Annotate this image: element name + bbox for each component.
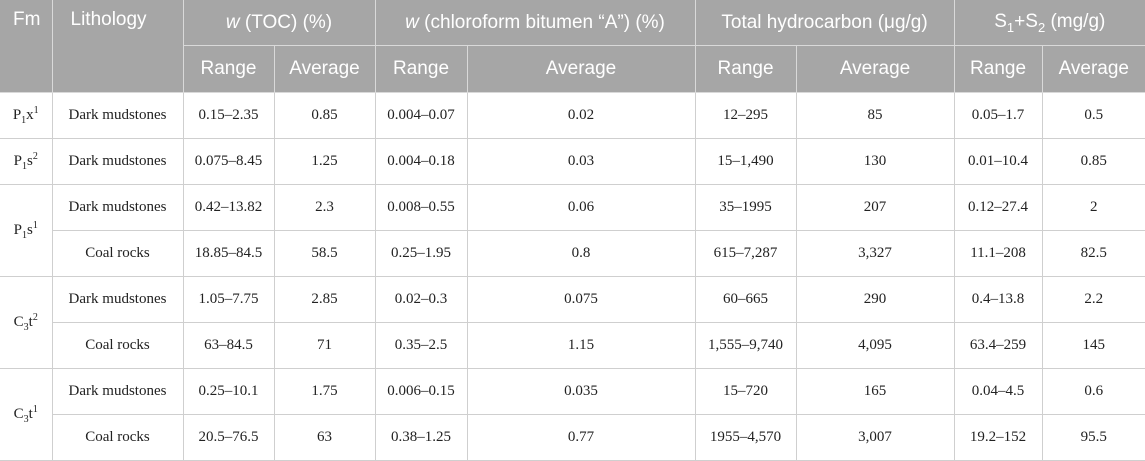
header-lithology: Lithology <box>52 0 183 93</box>
header-fm: Fm <box>0 0 52 93</box>
header-row-top <box>0 0 1145 46</box>
bitumen-average-cell: 0.075 <box>467 277 695 323</box>
header-s-unit: (mg/g) <box>1045 10 1106 32</box>
header-toc-label: (TOC) (%) <box>239 11 333 33</box>
toc-range-cell: 63–84.5 <box>183 323 274 369</box>
bitumen-range-cell: 0.004–0.18 <box>375 139 467 185</box>
bitumen-average-cell: 0.77 <box>467 415 695 461</box>
header-hydrocarbon: Total hydrocarbon (μg/g) <box>695 0 954 46</box>
formation-cell: $P_1s^2$ <box>0 139 52 185</box>
bitumen-range-cell: 0.25–1.95 <box>375 231 467 277</box>
header-bitumen-range: Range <box>375 46 467 93</box>
bitumen-average-cell: 1.15 <box>467 323 695 369</box>
hydrocarbon-average-cell: 165 <box>796 369 954 415</box>
hydrocarbon-range-cell: 12–295 <box>695 93 796 139</box>
table-row <box>0 323 1145 369</box>
table-body <box>0 93 1145 461</box>
header-toc-average: Average <box>274 46 375 93</box>
table-row <box>0 93 1145 139</box>
s-average-cell: 82.5 <box>1042 231 1145 277</box>
toc-average-cell: 63 <box>274 415 375 461</box>
hydrocarbon-range-cell: 60–665 <box>695 277 796 323</box>
s-average-cell: 0.5 <box>1042 93 1145 139</box>
hydrocarbon-average-cell: 3,327 <box>796 231 954 277</box>
bitumen-range-cell: 0.006–0.15 <box>375 369 467 415</box>
table-row <box>0 415 1145 461</box>
hydrocarbon-range-cell: 1,555–9,740 <box>695 323 796 369</box>
bitumen-average-cell: 0.8 <box>467 231 695 277</box>
toc-average-cell: 0.85 <box>274 93 375 139</box>
toc-average-cell: 58.5 <box>274 231 375 277</box>
header-s1-base: S <box>994 10 1007 32</box>
lithology-cell: Dark mudstones <box>52 93 183 139</box>
formation-cell: $C_3t^2$ <box>0 277 52 369</box>
s-range-cell: 0.12–27.4 <box>954 185 1042 231</box>
header-s2-base: +S <box>1014 10 1038 32</box>
hydrocarbon-average-cell: 85 <box>796 93 954 139</box>
header-hydrocarbon-range: Range <box>695 46 796 93</box>
s-range-cell: 0.05–1.7 <box>954 93 1042 139</box>
header-bitumen <box>375 0 695 46</box>
s-range-cell: 11.1–208 <box>954 231 1042 277</box>
hydrocarbon-average-cell: 4,095 <box>796 323 954 369</box>
hydrocarbon-average-cell: 130 <box>796 139 954 185</box>
s-range-cell: 19.2–152 <box>954 415 1042 461</box>
s-range-cell: 0.4–13.8 <box>954 277 1042 323</box>
formation-cell: $P_1s^1$ <box>0 185 52 277</box>
toc-range-cell: 1.05–7.75 <box>183 277 274 323</box>
bitumen-range-cell: 0.008–0.55 <box>375 185 467 231</box>
hydrocarbon-average-cell: 3,007 <box>796 415 954 461</box>
bitumen-range-cell: 0.004–0.07 <box>375 93 467 139</box>
lithology-cell: Dark mudstones <box>52 369 183 415</box>
header-s1-sub: 1 <box>1006 19 1015 35</box>
header-toc <box>183 0 375 46</box>
header-toc-range: Range <box>183 46 274 93</box>
hydrocarbon-average-cell: 290 <box>796 277 954 323</box>
lithology-cell: Coal rocks <box>52 323 183 369</box>
header-s-average: Average <box>1042 46 1145 93</box>
toc-average-cell: 1.25 <box>274 139 375 185</box>
formation-cell: $C_3t^1$ <box>0 369 52 461</box>
s-range-cell: 0.04–4.5 <box>954 369 1042 415</box>
table-row <box>0 139 1145 185</box>
lithology-cell: Coal rocks <box>52 415 183 461</box>
toc-range-cell: 18.85–84.5 <box>183 231 274 277</box>
formation-cell: $P_1x^1$ <box>0 93 52 139</box>
toc-range-cell: 0.25–10.1 <box>183 369 274 415</box>
hydrocarbon-range-cell: 15–1,490 <box>695 139 796 185</box>
table-row <box>0 231 1145 277</box>
header-bitumen-average: Average <box>467 46 695 93</box>
toc-range-cell: 0.42–13.82 <box>183 185 274 231</box>
bitumen-average-cell: 0.02 <box>467 93 695 139</box>
bitumen-range-cell: 0.35–2.5 <box>375 323 467 369</box>
toc-average-cell: 1.75 <box>274 369 375 415</box>
s-average-cell: 95.5 <box>1042 415 1145 461</box>
lithology-cell: Dark mudstones <box>52 185 183 231</box>
header-bitumen-w: w <box>405 11 419 33</box>
lithology-cell: Dark mudstones <box>52 277 183 323</box>
bitumen-range-cell: 0.38–1.25 <box>375 415 467 461</box>
hydrocarbon-range-cell: 615–7,287 <box>695 231 796 277</box>
toc-range-cell: 0.075–8.45 <box>183 139 274 185</box>
toc-range-cell: 0.15–2.35 <box>183 93 274 139</box>
toc-average-cell: 71 <box>274 323 375 369</box>
toc-average-cell: 2.3 <box>274 185 375 231</box>
table-row <box>0 185 1145 231</box>
s-range-cell: 0.01–10.4 <box>954 139 1042 185</box>
hydrocarbon-range-cell: 15–720 <box>695 369 796 415</box>
bitumen-average-cell: 0.035 <box>467 369 695 415</box>
table-header <box>0 0 1145 93</box>
toc-range-cell: 20.5–76.5 <box>183 415 274 461</box>
lithology-cell: Dark mudstones <box>52 139 183 185</box>
header-bitumen-label: (chloroform bitumen “A”) (%) <box>418 11 665 33</box>
header-s1s2 <box>954 0 1145 46</box>
header-s-range: Range <box>954 46 1042 93</box>
toc-average-cell: 2.85 <box>274 277 375 323</box>
hydrocarbon-range-cell: 1955–4,570 <box>695 415 796 461</box>
table-row <box>0 277 1145 323</box>
hydrocarbon-average-cell: 207 <box>796 185 954 231</box>
bitumen-average-cell: 0.03 <box>467 139 695 185</box>
s-average-cell: 145 <box>1042 323 1145 369</box>
header-s2-sub: 2 <box>1037 19 1046 35</box>
s-average-cell: 2.2 <box>1042 277 1145 323</box>
bitumen-average-cell: 0.06 <box>467 185 695 231</box>
s-average-cell: 2 <box>1042 185 1145 231</box>
header-hydrocarbon-average: Average <box>796 46 954 93</box>
hydrocarbon-range-cell: 35–1995 <box>695 185 796 231</box>
lithology-cell: Coal rocks <box>52 231 183 277</box>
bitumen-range-cell: 0.02–0.3 <box>375 277 467 323</box>
table-row <box>0 369 1145 415</box>
s-range-cell: 63.4–259 <box>954 323 1042 369</box>
s-average-cell: 0.85 <box>1042 139 1145 185</box>
header-toc-w: w <box>225 11 240 33</box>
s-average-cell: 0.6 <box>1042 369 1145 415</box>
